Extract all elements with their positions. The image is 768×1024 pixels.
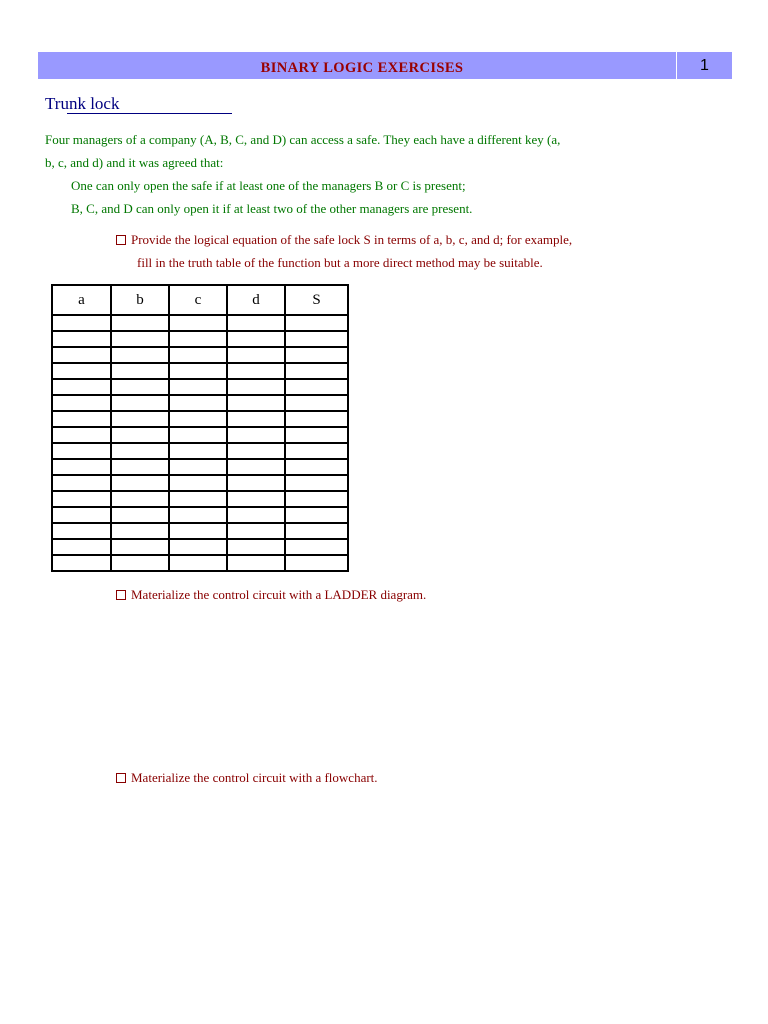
table-cell [111,555,169,571]
intro-line-1: Four managers of a company (A, B, C, and D) can access a safe. They each have a different key (a, [45,132,561,147]
table-cell [285,411,348,427]
table-row [52,411,348,427]
table-cell [169,363,227,379]
table-cell [227,523,285,539]
table-cell [285,555,348,571]
table-cell [227,491,285,507]
table-cell [227,459,285,475]
table-row [52,427,348,443]
table-cell [111,491,169,507]
table-cell [169,411,227,427]
table-cell [227,555,285,571]
table-cell [285,395,348,411]
page-number: 1 [700,57,709,74]
table-cell [285,491,348,507]
table-cell [169,331,227,347]
table-cell [169,459,227,475]
table-row [52,491,348,507]
table-row [52,555,348,571]
table-cell [227,395,285,411]
table-cell [285,315,348,331]
table-cell [52,443,111,459]
table-row [52,475,348,491]
table-cell [169,491,227,507]
checkbox-bullet-icon [116,590,126,600]
table-cell [52,363,111,379]
table-row [52,363,348,379]
table-cell [227,315,285,331]
page-title: BINARY LOGIC EXERCISES [260,60,464,76]
table-cell [111,395,169,411]
table-cell [227,443,285,459]
table-row [52,459,348,475]
table-row [52,315,348,331]
table-cell [169,395,227,411]
task-3 [116,770,378,786]
table-cell [52,395,111,411]
truth-table [51,284,349,572]
table-cell [169,555,227,571]
task-2-text: Materialize the control circuit with a LADDER diagram. [131,587,427,602]
table-cell [285,507,348,523]
rule-1: One can only open the safe if at least one of the managers B or C is present; [71,178,466,193]
table-cell [227,379,285,395]
header-cell-b: b [111,285,169,315]
table-cell [111,379,169,395]
table-cell [227,411,285,427]
table-row [52,523,348,539]
truth-table-header-row [52,285,348,315]
table-cell [227,539,285,555]
table-cell [111,539,169,555]
table-cell [111,443,169,459]
table-cell [169,427,227,443]
table-cell [52,539,111,555]
table-row [52,539,348,555]
table-cell [111,411,169,427]
table-cell [169,347,227,363]
header-bar [38,52,732,79]
table-cell [285,523,348,539]
table-cell [169,315,227,331]
table-cell [52,427,111,443]
table-cell [285,459,348,475]
header-cell-c: c [169,285,227,315]
checkbox-bullet-icon [116,235,126,245]
header-cell-a: a [52,285,111,315]
table-cell [52,315,111,331]
table-cell [52,475,111,491]
table-cell [169,523,227,539]
section-title [45,94,119,114]
table-cell [169,475,227,491]
section-title-text: Trunk lock [45,94,120,113]
table-cell [111,507,169,523]
task-1-line-1: Provide the logical equation of the safe lock S in terms of a, b, c, and d; for example, [131,232,573,247]
table-cell [227,331,285,347]
header-cell-d: d [227,285,285,315]
table-cell [285,443,348,459]
table-cell [169,539,227,555]
table-row [52,395,348,411]
table-cell [285,347,348,363]
table-cell [111,347,169,363]
table-cell [285,539,348,555]
table-cell [111,331,169,347]
table-cell [52,459,111,475]
table-cell [111,427,169,443]
header-cell-s: S [285,285,348,315]
task-1 [116,232,572,248]
task-1-line-2: fill in the truth table of the function but a more direct method may be suitable. [137,255,543,270]
table-row [52,443,348,459]
table-cell [52,347,111,363]
table-row [52,331,348,347]
table-cell [285,379,348,395]
table-cell [111,475,169,491]
table-cell [52,379,111,395]
table-cell [169,379,227,395]
table-cell [52,555,111,571]
table-cell [227,363,285,379]
table-row [52,507,348,523]
task-3-text: Materialize the control circuit with a flowchart. [131,770,378,785]
table-cell [111,315,169,331]
table-cell [111,363,169,379]
task-2 [116,587,426,603]
table-cell [52,507,111,523]
table-cell [169,507,227,523]
table-row [52,379,348,395]
table-cell [52,491,111,507]
table-cell [227,427,285,443]
table-cell [111,459,169,475]
table-cell [169,443,227,459]
table-cell [111,523,169,539]
table-cell [285,475,348,491]
rule-2: B, C, and D can only open it if at least two of the other managers are present. [71,201,473,216]
table-cell [285,331,348,347]
table-cell [227,475,285,491]
table-cell [52,331,111,347]
table-cell [52,411,111,427]
table-cell [227,347,285,363]
intro-line-2: b, c, and d) and it was agreed that: [45,155,224,170]
table-cell [285,427,348,443]
table-cell [227,507,285,523]
table-row [52,347,348,363]
section-title-underline [67,113,232,114]
table-cell [285,363,348,379]
checkbox-bullet-icon [116,773,126,783]
table-cell [52,523,111,539]
